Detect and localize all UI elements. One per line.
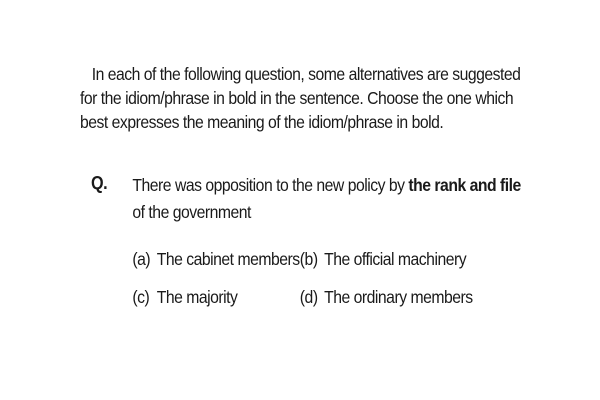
question-text-before: There was opposition to the new policy by — [132, 175, 409, 195]
question-text-line-1 — [132, 173, 520, 197]
question-label: Q. — [91, 173, 108, 193]
option-a-text: The cabinet members — [156, 249, 300, 269]
option-a[interactable] — [132, 247, 299, 271]
question-bold-phrase: the rank and file — [408, 175, 521, 195]
option-a-mark: (a) — [132, 249, 151, 269]
instructions-line: for the idiom/phrase in bold in the sentence. Choose the one which — [80, 88, 514, 108]
option-d[interactable] — [300, 285, 473, 309]
instructions-line: In each of the following question, some alternatives are suggested — [91, 64, 521, 84]
option-d-mark: (d) — [299, 287, 318, 307]
option-c-text: The majority — [156, 287, 238, 307]
option-b-text: The official machinery — [324, 249, 467, 269]
option-b[interactable] — [300, 247, 466, 271]
option-b-mark: (b) — [299, 249, 318, 269]
instructions-line: best expresses the meaning of the idiom/phrase in bold. — [80, 112, 444, 132]
question-text-line-2: of the government — [132, 202, 251, 222]
instructions-paragraph — [80, 62, 521, 134]
option-c[interactable] — [132, 285, 237, 309]
option-d-text: The ordinary members — [324, 287, 473, 307]
option-c-mark: (c) — [132, 287, 150, 307]
